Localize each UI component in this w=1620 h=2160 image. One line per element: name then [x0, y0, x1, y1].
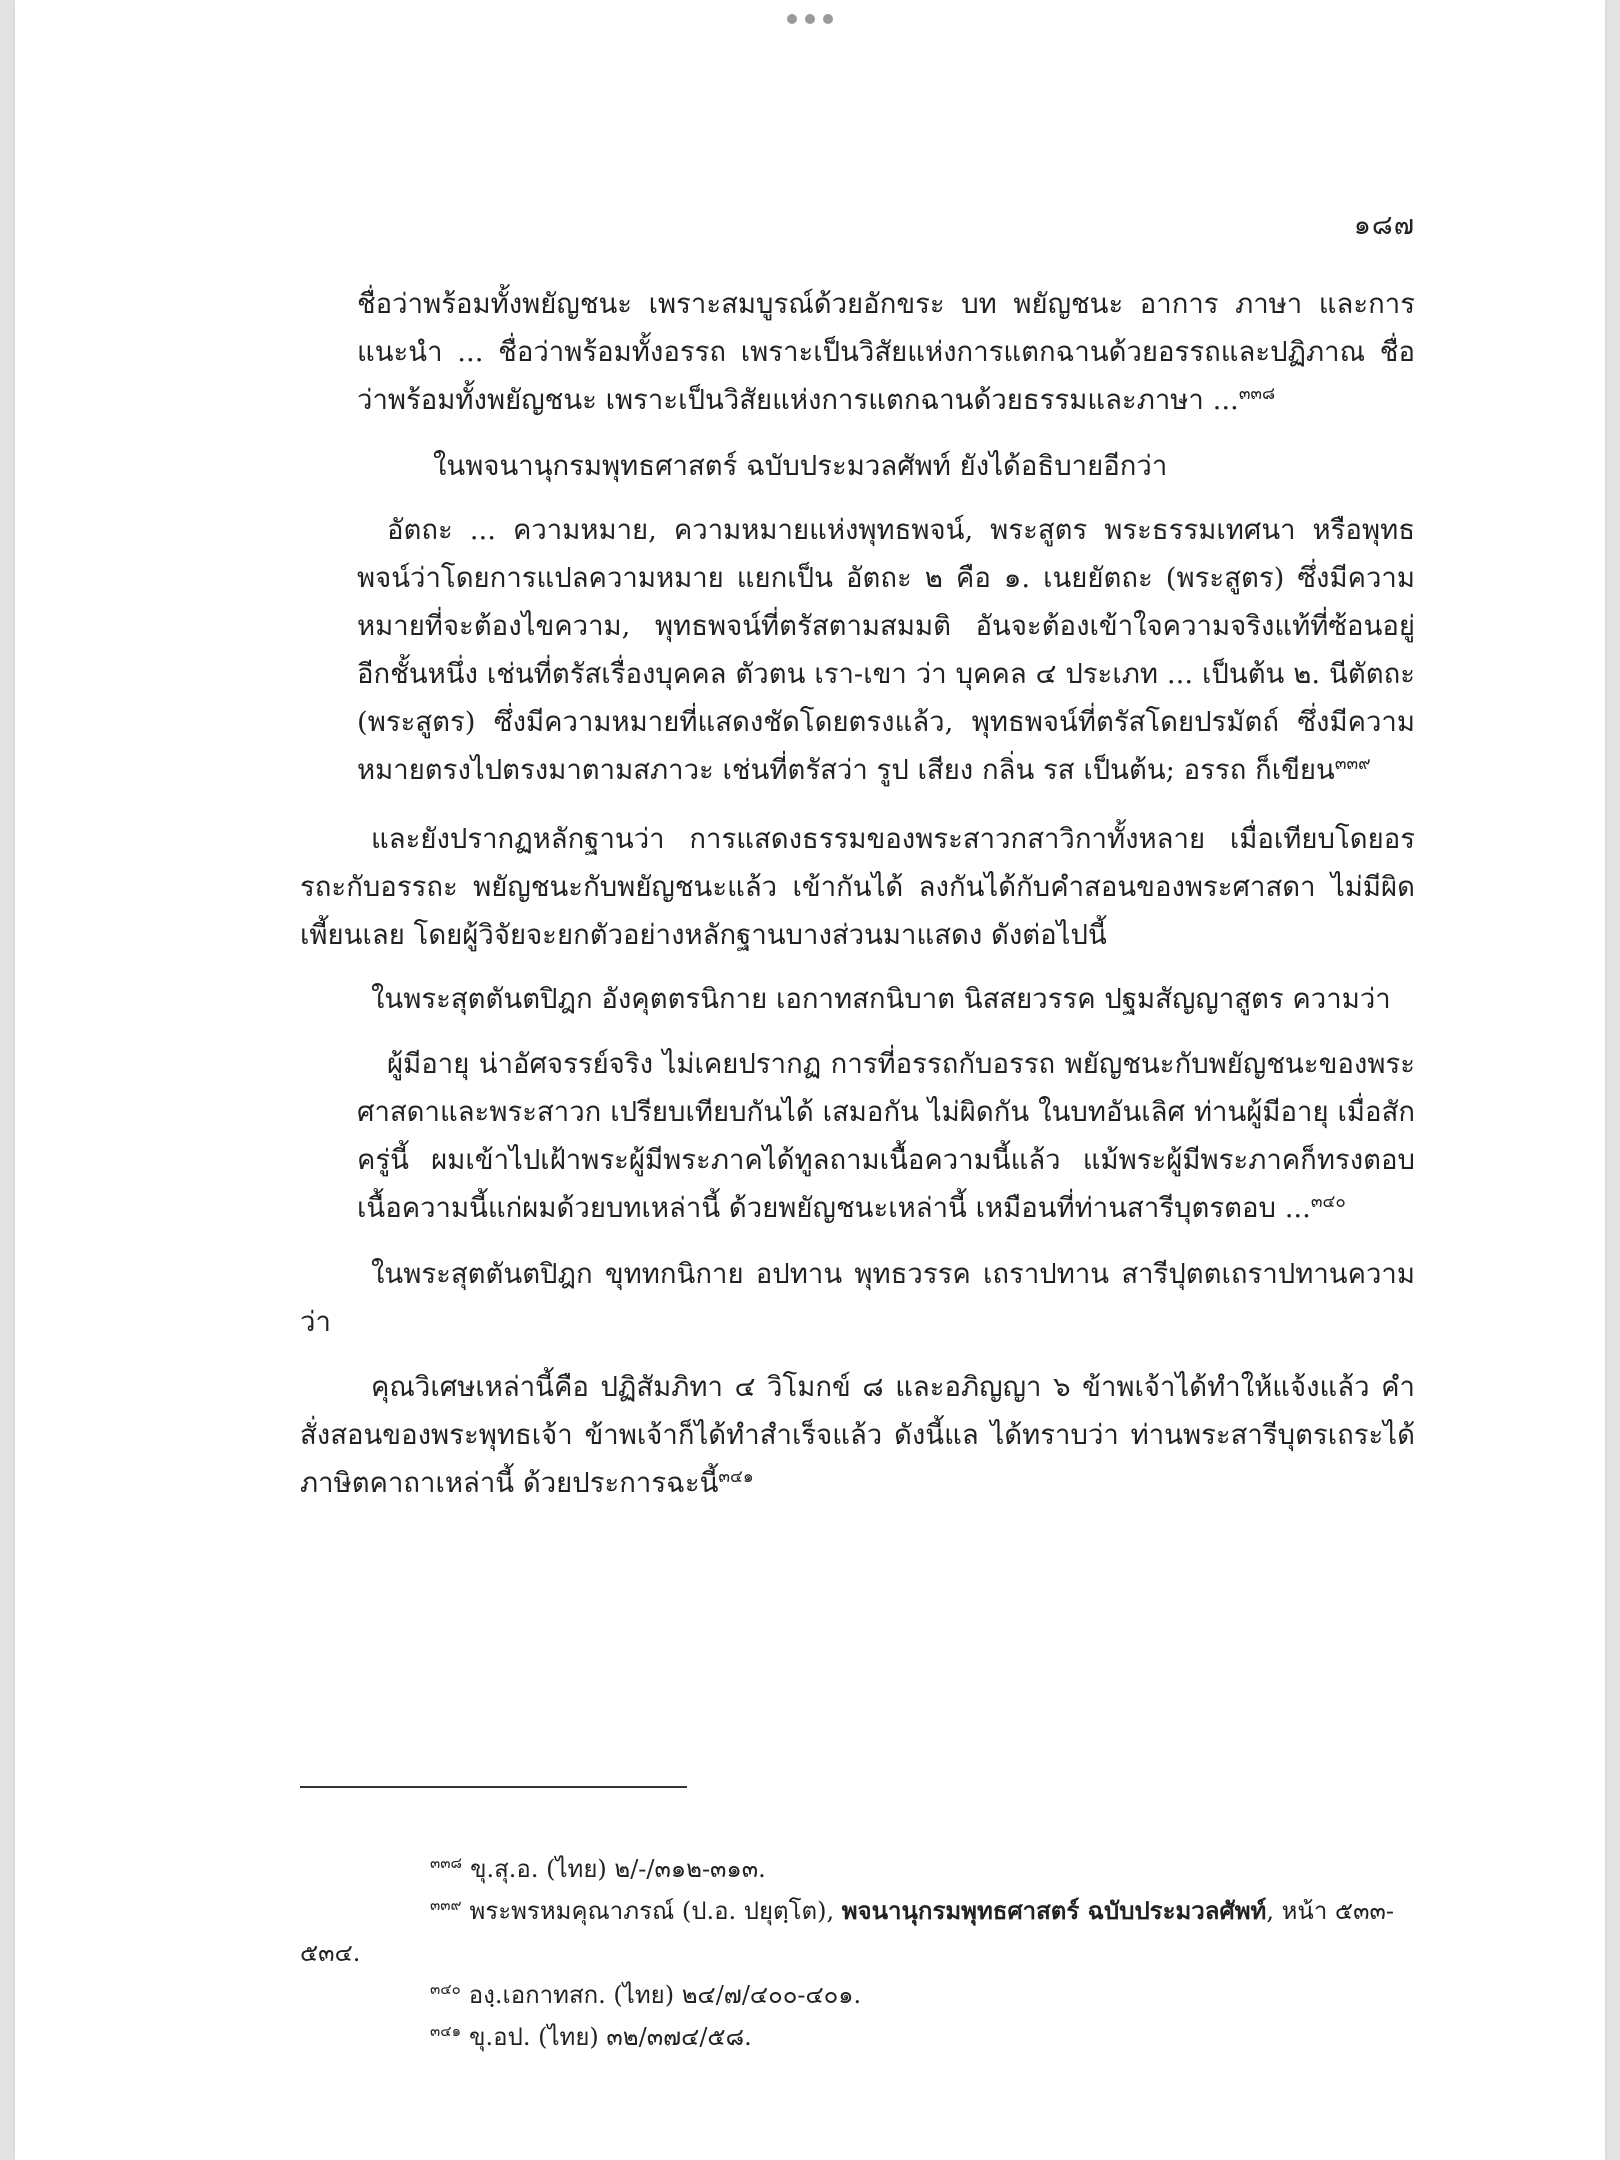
more-options-icon[interactable]: [787, 12, 833, 26]
paragraph-text: และยังปรากฏหลักฐานว่า การแสดงธรรมของพระสาวกสาวิกาทั้งหลาย เมื่อเทียบโดยอรรถะกับอรรถะ พยัญชนะกับพยัญชนะแล้ว เข้ากันได้ ลงกันได้กับคำสอนของพระศาสดา ไม่มีผิดเพี้ยนเลย โดยผู้วิจัยจะยกตัวอย่างหลักฐานบางส่วนมาแสดง ดังต่อไปนี้: [300, 823, 1415, 951]
dot: [823, 14, 833, 24]
paragraph-text: คุณวิเศษเหล่านี้คือ ปฏิสัมภิทา ๔ วิโมกข์ ๘ และอภิญญา ๖ ข้าพเจ้าได้ทำให้แจ้งแล้ว คำสั่งสอนของพระพุทธเจ้า ข้าพเจ้าก็ได้ทำสำเร็จแล้ว ดังนี้แล ได้ทราบว่า ท่านพระสารีบุตรเถระได้ภาษิตคาถาเหล่านี้ ด้วยประการฉะนี้: [300, 1371, 1415, 1499]
footnote-text: องฺ.เอกาทสก. (ไทย) ๒๔/๗/๔๐๐-๔๐๑.: [468, 1981, 862, 2009]
body-paragraph-7: [300, 1250, 1415, 1346]
footnote-3: [430, 1975, 861, 2018]
footnote-mark: ๓๔๐: [430, 1980, 461, 1998]
dot: [805, 14, 815, 24]
footnote-text: พระพรหมคุณาภรณ์ (ป.อ. ปยุตฺโต),: [469, 1897, 842, 1925]
footnote-text: , หน้า ๕๓๓-: [1266, 1897, 1395, 1925]
footnote-2-continuation: ๕๓๔.: [300, 1939, 361, 1967]
footnote-divider: [300, 1786, 687, 1788]
footnote-mark: ๓๓๙: [430, 1896, 462, 1914]
paragraph-text: ชื่อว่าพร้อมทั้งพยัญชนะ เพราะสมบูรณ์ด้วยอักขระ บท พยัญชนะ อาการ ภาษา และการแนะนำ ... ชื่อว่าพร้อมทั้งอรรถ เพราะเป็นวิสัยแห่งการแตกฉานด้วยอรรถและปฏิภาณ ชื่อว่าพร้อมทั้งพยัญชนะ เพราะเป็นวิสัยแห่งการแตกฉานด้วยธรรมและภาษา ...: [357, 288, 1415, 416]
footnote-ref[interactable]: ๓๔๐: [1310, 1192, 1346, 1212]
footnote-text: ขุ.อป. (ไทย) ๓๒/๓๗๔/๕๘.: [469, 2023, 752, 2051]
body-paragraph-4: [300, 815, 1415, 959]
quote-paragraph-6: [357, 1040, 1415, 1232]
body-paragraph-2: [357, 442, 1415, 490]
footnote-ref[interactable]: ๓๓๘: [1238, 384, 1276, 404]
footnote-ref[interactable]: ๓๔๑: [718, 1467, 754, 1487]
footnote-mark: ๓๔๑: [430, 2022, 462, 2040]
footnote-book-title: พจนานุกรมพุทธศาสตร์ ฉบับประมวลศัพท์: [841, 1896, 1267, 1925]
page-number: ๑๘๗: [1353, 210, 1415, 241]
dot: [787, 14, 797, 24]
body-paragraph-8: [300, 1363, 1415, 1507]
footnote-mark: ๓๓๘: [430, 1854, 463, 1872]
footnote-text: ขุ.สุ.อ. (ไทย) ๒/-/๓๑๒-๓๑๓.: [470, 1855, 766, 1883]
footnote-ref[interactable]: ๓๓๙: [1334, 754, 1371, 774]
paragraph-text: ในพจนานุกรมพุทธศาสตร์ ฉบับประมวลศัพท์ ยังได้อธิบายอีกว่า: [433, 450, 1168, 482]
body-paragraph-5: [300, 975, 1415, 1023]
footnote-2: [430, 1891, 1420, 1934]
footnote-4: [430, 2017, 752, 2060]
paragraph-text: อัตถะ ... ความหมาย, ความหมายแห่งพุทธพจน์, พระสูตร พระธรรมเทศนา หรือพุทธพจน์ว่าโดยการแปลความหมาย แยกเป็น อัตถะ ๒ คือ ๑. เนยยัตถะ (พระสูตร) ซึ่งมีความหมายที่จะต้องไขความ, พุทธพจน์ที่ตรัสตามสมมติ อันจะต้องเข้าใจความจริงแท้ที่ซ้อนอยู่อีกชั้นหนึ่ง เช่นที่ตรัสเรื่องบุคคล ตัวตน เรา-เขา ว่า บุคคล ๔ ประเภท ... เป็นต้น ๒. นีตัตถะ (พระสูตร) ซึ่งมีความหมายที่แสดงชัดโดยตรงแล้ว, พุทธพจน์ที่ตรัสโดยปรมัตถ์ ซึ่งมีความหมายตรงไปตรงมาตามสภาวะ เช่นที่ตรัสว่า รูป เสียง กลิ่น รส เป็นต้น; อรรถ ก็เขียน: [357, 514, 1415, 786]
quote-paragraph-3: [357, 506, 1415, 794]
footnote-1: [430, 1849, 766, 1892]
quote-paragraph-1: [357, 280, 1415, 424]
paragraph-text: ในพระสุตตันตปิฎก ขุททกนิกาย อปทาน พุทธวรรค เถราปทาน สารีปุตตเถราปทานความว่า: [300, 1258, 1415, 1338]
paragraph-text: ในพระสุตตันตปิฎก อังคุตตรนิกาย เอกาทสกนิบาต นิสสยวรรค ปฐมสัญญาสูตร ความว่า: [371, 983, 1391, 1015]
paragraph-text: ผู้มีอายุ น่าอัศจรรย์จริง ไม่เคยปรากฏ การที่อรรถกับอรรถ พยัญชนะกับพยัญชนะของพระศาสดาและพระสาวก เปรียบเทียบกันได้ เสมอกัน ไม่ผิดกัน ในบทอันเลิศ ท่านผู้มีอายุ เมื่อสักครู่นี้ ผมเข้าไปเฝ้าพระผู้มีพระภาคได้ทูลถามเนื้อความนี้แล้ว แม้พระผู้มีพระภาคก็ทรงตอบเนื้อความนี้แก่ผมด้วยบทเหล่านี้ ด้วยพยัญชนะเหล่านี้ เหมือนที่ท่านสารีบุตรตอบ ...: [357, 1048, 1415, 1224]
